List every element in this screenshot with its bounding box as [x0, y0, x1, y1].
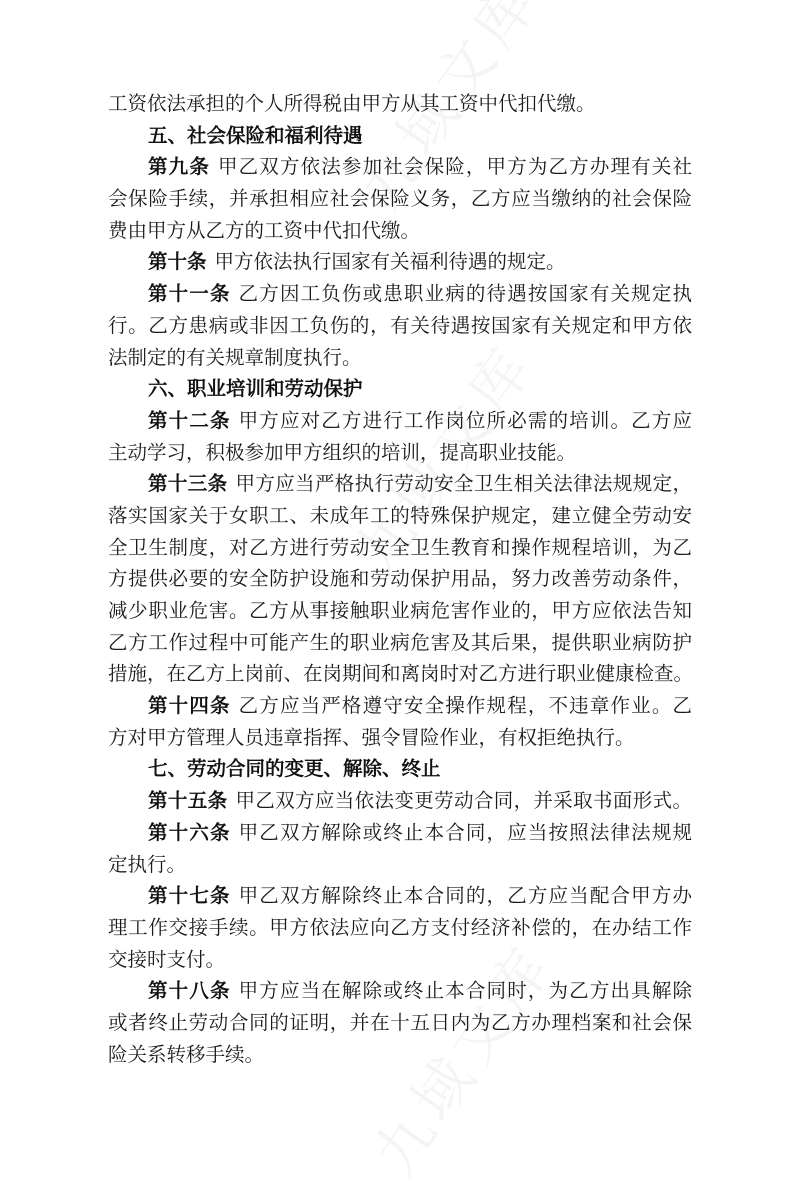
body-text: 行。乙方患病或非因工负伤的，有关待遇按国家有关规定和甲方依 — [108, 313, 692, 337]
body-line — [108, 912, 692, 944]
article-line — [108, 785, 692, 817]
body-line — [108, 532, 692, 564]
article-line — [108, 690, 692, 722]
body-text: 费由甲方从乙方的工资中代扣代缴。 — [108, 218, 421, 242]
body-text: 乙方应当严格遵守安全操作规程，不违章作业。乙 — [238, 694, 692, 718]
article-number: 第十三条 — [148, 472, 228, 496]
section-heading-text: 六、职业培训和劳动保护 — [148, 377, 363, 401]
body-line — [108, 627, 692, 659]
body-text: 落实国家关于女职工、未成年工的特殊保护规定，建立健全劳动安 — [108, 503, 692, 527]
article-number: 第九条 — [148, 155, 210, 179]
body-line — [108, 563, 692, 595]
article-line — [108, 246, 692, 278]
body-text: 法制定的有关规章制度执行。 — [108, 345, 362, 369]
article-line — [108, 405, 692, 437]
article-number: 第十六条 — [148, 820, 231, 844]
body-line — [108, 500, 692, 532]
body-text: 甲方应当在解除或终止本合同时，为乙方出具解除 — [238, 979, 692, 1003]
article-number: 第十八条 — [148, 979, 231, 1003]
body-text: 措施，在乙方上岗前、在岗期间和离岗时对乙方进行职业健康检查。 — [108, 662, 694, 686]
body-line — [108, 342, 692, 374]
body-text: 工资依法承担的个人所得税由甲方从其工资中代扣代缴。 — [108, 92, 596, 115]
body-line — [108, 1007, 692, 1039]
body-line — [108, 437, 692, 469]
article-number: 第十二条 — [148, 408, 231, 432]
document-body — [108, 88, 692, 1070]
body-text: 甲方依法执行国家有关福利待遇的规定。 — [214, 250, 566, 274]
body-line — [108, 1039, 692, 1071]
body-text: 乙方因工负伤或患职业病的待遇按国家有关规定执 — [238, 282, 692, 306]
article-line — [108, 468, 692, 500]
body-text: 甲乙双方解除或终止本合同，应当按照法律法规规 — [238, 820, 692, 844]
article-number: 第十一条 — [148, 282, 231, 306]
body-line — [108, 722, 692, 754]
body-text: 甲乙双方依法参加社会保险，甲方为乙方办理有关社 — [217, 155, 692, 179]
body-text: 方对甲方管理人员违章指挥、强令冒险作业，有权拒绝执行。 — [108, 725, 635, 749]
section-heading-text: 五、社会保险和福利待遇 — [148, 123, 363, 147]
article-number: 第十五条 — [148, 789, 228, 813]
body-text: 会保险手续，并承担相应社会保险义务，乙方应当缴纳的社会保险 — [108, 187, 692, 211]
body-text: 方提供必要的安全防护设施和劳动保护用品，努力改善劳动条件， — [108, 567, 692, 591]
body-text: 主动学习，积极参加甲方组织的培训，提高职业技能。 — [108, 440, 577, 464]
body-line — [108, 658, 692, 690]
body-text: 险关系转移手续。 — [108, 1042, 265, 1066]
section-heading — [108, 373, 692, 405]
body-text: 减少职业危害。乙方从事接触职业病危害作业的，甲方应依法告知 — [108, 599, 692, 622]
body-line — [108, 88, 692, 120]
section-heading — [108, 120, 692, 152]
body-line — [108, 183, 692, 215]
body-line — [108, 215, 692, 247]
body-line — [108, 595, 692, 627]
article-number: 第十条 — [148, 250, 207, 274]
body-text: 理工作交接手续。甲方依法应向乙方支付经济补偿的，在办结工作 — [108, 915, 692, 939]
section-heading-text: 七、劳动合同的变更、解除、终止 — [148, 757, 441, 781]
body-text: 甲方应当严格执行劳动安全卫生相关法律法规规定， — [235, 472, 692, 496]
article-line — [108, 151, 692, 183]
body-text: 交接时支付。 — [108, 947, 226, 971]
article-line — [108, 880, 692, 912]
body-text: 全卫生制度，对乙方进行劳动安全卫生教育和操作规程培训，为乙 — [108, 535, 692, 559]
body-line — [108, 310, 692, 342]
body-text: 甲方应对乙方进行工作岗位所必需的培训。乙方应 — [238, 408, 692, 432]
article-line — [108, 278, 692, 310]
article-line — [108, 817, 692, 849]
article-line — [108, 975, 692, 1007]
article-number: 第十四条 — [148, 694, 231, 718]
article-number: 第十七条 — [148, 884, 231, 908]
body-line — [108, 849, 692, 881]
body-text: 甲乙双方解除终止本合同的，乙方应当配合甲方办 — [238, 884, 692, 908]
body-text: 或者终止劳动合同的证明，并在十五日内为乙方办理档案和社会保 — [108, 1010, 692, 1034]
body-line — [108, 944, 692, 976]
body-text: 甲乙双方应当依法变更劳动合同，并采取书面形式。 — [235, 789, 692, 813]
section-heading — [108, 753, 692, 785]
body-text: 定执行。 — [108, 852, 187, 876]
body-text: 乙方工作过程中可能产生的职业病危害及其后果，提供职业病防护 — [108, 630, 692, 654]
